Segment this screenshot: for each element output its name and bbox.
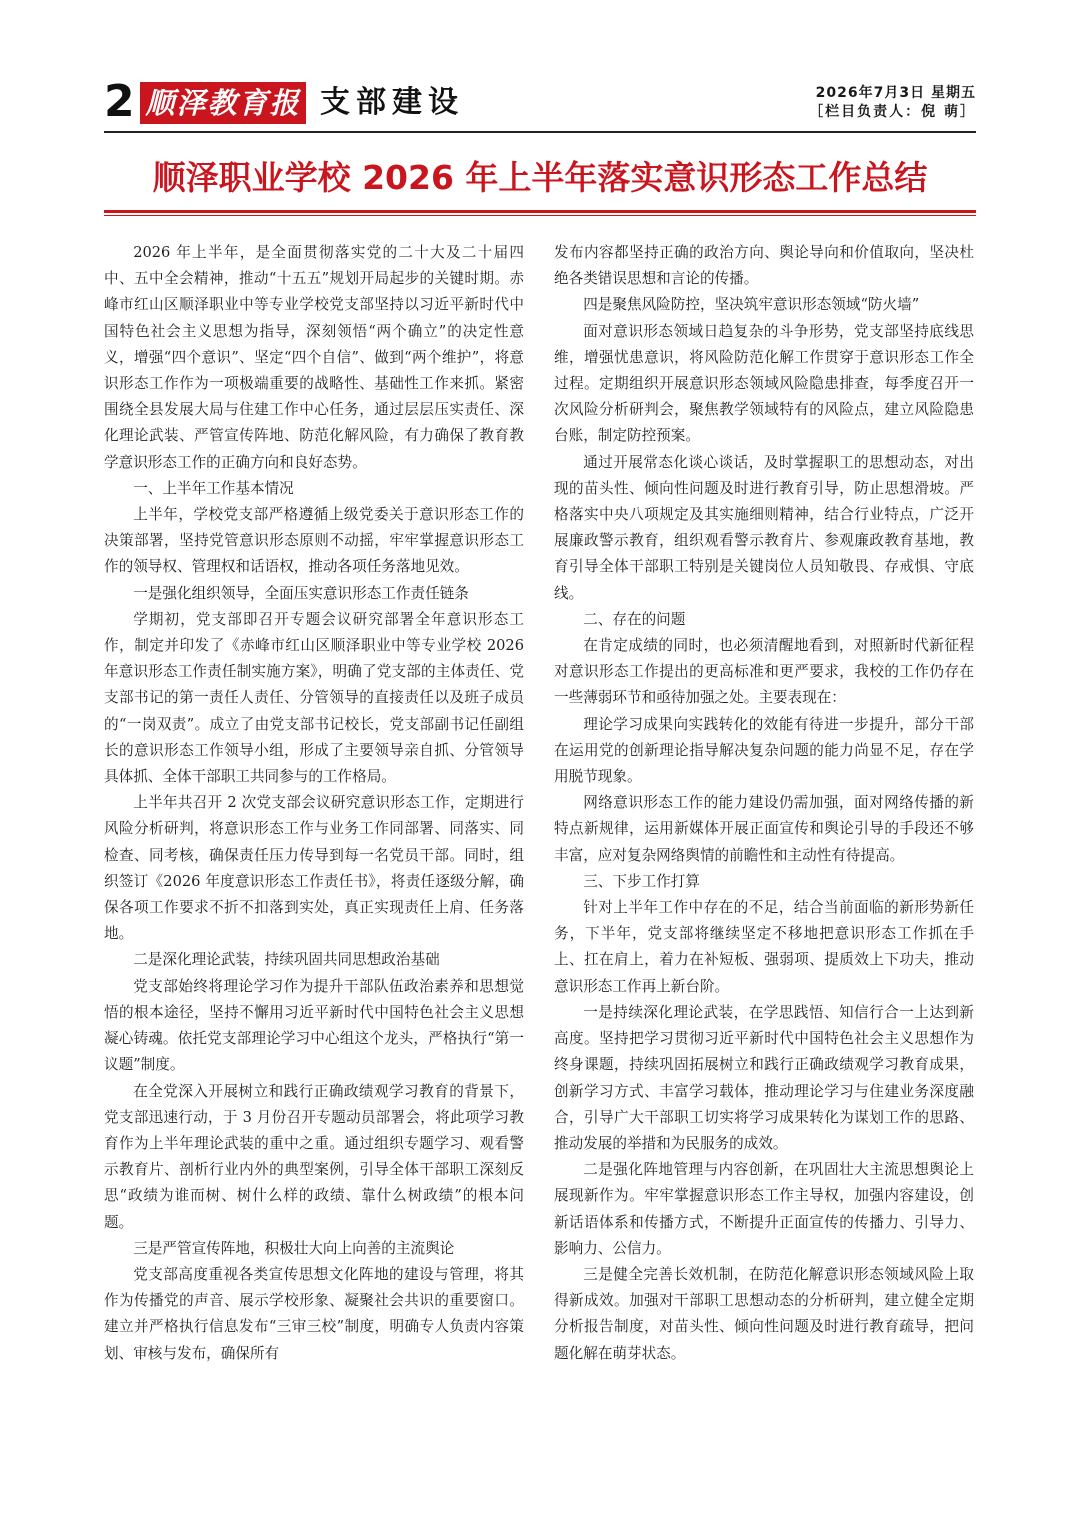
subsection-heading: 二是深化理论武装，持续巩固共同思想政治基础 bbox=[133, 951, 440, 969]
paragraph: 2026 年上半年，是全面贯彻落实党的二十大及二十届四中、五中全会精神，推动“十五五”规划开局起步的关键时期。赤峰市红山区顺泽职业中等专业学校党支部坚持以习近平新时代中国特色社会主义思想为指导，深刻领悟“两个确立”的决定性意义，增强“四个意识”、坚定“四个自信”、做到“两个维护”，将意识形态工作作为一项极端重要的战略性、基础性工作来抓。紧密围绕全县发展大局与住建工作中心任务，通过层层压实责任、深化理论武装、严管宣传阵地、防范化解风险，有力确保了教育教学意识形态工作的正确方向和良好态势。 bbox=[104, 244, 524, 471]
paragraph: 党支部高度重视各类宣传思想文化阵地的建设与管理，将其作为传播党的声音、展示学校形象、凝聚社会共识的重要窗口。建立并严格执行信息发布“三审三校”制度，明确专人负责内容策划、审核与发布，确保所有 bbox=[104, 1265, 524, 1362]
column-editor: ［栏目负责人：倪 萌］ bbox=[809, 104, 976, 120]
paragraph: 一是持续深化理论武装，在学思践悟、知信行合一上达到新高度。坚持把学习贯彻习近平新时代中国特色社会主义思想作为终身课题，持续巩固拓展树立和践行正确政绩观学习教育成果，创新学习方式、丰富学习载体，推动理论学习与住建业务深度融合，引导广大干部职工切实将学习成果转化为谋划工作的思路、推动发展的举措和为民服务的成效。 bbox=[554, 1003, 974, 1152]
paragraph: 学期初，党支部即召开专题会议研究部署全年意识形态工作，制定并印发了《赤峰市红山区顺泽职业中等专业学校 2026 年意识形态工作责任制实施方案》，明确了党支部的主体责任、党支部书记的第一责任人责任、分管领导的直接责任以及班子成员的“一岗双责”。成立了由党支部书记校长，党支部副书记任副组长的意识形态工作领导小组，形成了主要领导亲自抓、分管领导具体抓、全体干部职工共同参与的工作格局。 bbox=[104, 610, 524, 786]
paragraph: 面对意识形态领域日趋复杂的斗争形势，党支部坚持底线思维，增强忧患意识，将风险防范化解工作贯穿于意识形态工作全过程。定期组织开展意识形态领域风险隐患排查，每季度召开一次风险分析研判会，聚焦教学领域特有的风险点，建立风险隐患台账，制定防控预案。 bbox=[554, 322, 974, 445]
section-heading: 三、下步工作打算 bbox=[583, 872, 700, 890]
subsection-heading: 四是聚焦风险防控，坚决筑牢意识形态领域“防火墙” bbox=[583, 296, 920, 314]
paragraph: 理论学习成果向实践转化的效能有待进一步提升，部分干部在运用党的创新理论指导解决复杂问题的能力尚显不足，存在学用脱节现象。 bbox=[554, 715, 974, 786]
subsection-heading: 三是严管宣传阵地，积极壮大向上向善的主流舆论 bbox=[133, 1239, 455, 1257]
page-header bbox=[0, 0, 1080, 140]
headline-rule-thin bbox=[104, 215, 976, 216]
paragraph: 三是健全完善长效机制，在防范化解意识形态领域风险上取得新成效。加强对干部职工思想动态的分析研判，建立健全定期分析报告制度，对苗头性、倾向性问题及时进行教育疏导，把问题化解在萌芽状态。 bbox=[554, 1265, 974, 1362]
subsection-heading: 一是强化组织领导，全面压实意识形态工作责任链条 bbox=[133, 584, 469, 602]
paragraph: 在肯定成绩的同时，也必须清醒地看到，对照新时代新征程对意识形态工作提出的更高标准和更严要求，我校的工作仍存在一些薄弱环节和亟待加强之处。主要表现在： bbox=[554, 637, 974, 707]
article-column-right bbox=[554, 240, 974, 1367]
paragraph: 党支部始终将理论学习作为提升干部队伍政治素养和思想觉悟的根本途径，坚持不懈用习近平新时代中国特色社会主义思想凝心铸魂。依托党支部理论学习中心组这个龙头，严格执行“第一议题”制度。 bbox=[104, 977, 524, 1074]
paragraph: 二是强化阵地管理与内容创新，在巩固壮大主流思想舆论上展现新作为。牢牢掌握意识形态工作主导权，加强内容建设，创新话语体系和传播方式，不断提升正面宣传的传播力、引导力、影响力、公信力。 bbox=[554, 1161, 974, 1257]
issue-date: 2026年7月3日 星期五 bbox=[815, 85, 976, 101]
paragraph: 上半年共召开 2 次党支部会议研究意识形态工作，定期进行风险分析研判，将意识形态工作与业务工作同部署、同落实、同检查、同考核，确保责任压力传导到每一名党员干部。同时，组织签订《2026 年度意识形态工作责任书》，将责任逐级分解，确保各项工作要求不折不扣落到实处，真正实现责任上肩、任务落地。 bbox=[104, 794, 524, 943]
paragraph: 通过开展常态化谈心谈话，及时掌握职工的思想动态，对出现的苗头性、倾向性问题及时进行教育引导，防止思想滑坡。严格落实中央八项规定及其实施细则精神，结合行业特点，广泛开展廉政警示教育，组织观看警示教育片、参观廉政教育基地，教育引导全体干部职工特别是关键岗位人员知敬畏、存戒惧、守底线。 bbox=[554, 453, 974, 602]
paragraph-continued: 发布内容都坚持正确的政治方向、舆论导向和价值取向，坚决杜绝各类错误思想和言论的传播。 bbox=[554, 244, 974, 288]
paragraph: 上半年，学校党支部严格遵循上级党委关于意识形态工作的决策部署，坚持党管意识形态原则不动摇，牢牢掌握意识形态工作的领导权、管理权和话语权，推动各项任务落地见效。 bbox=[104, 506, 524, 576]
article-column-left bbox=[104, 240, 524, 1367]
article-headline: 顺泽职业学校 2026 年上半年落实意识形态工作总结 bbox=[152, 158, 928, 197]
header-divider bbox=[104, 131, 976, 133]
paragraph: 针对上半年工作中存在的不足，结合当前面临的新形势新任务，下半年，党支部将继续坚定不移地把意识形态工作抓在手上、扛在肩上，着力在补短板、强弱项、提质效上下功夫，推动意识形态工作再上新台阶。 bbox=[554, 899, 974, 995]
section-heading: 一、上半年工作基本情况 bbox=[133, 479, 294, 497]
paragraph: 网络意识形态工作的能力建设仍需加强，面对网络传播的新特点新规律，运用新媒体开展正面宣传和舆论引导的手段还不够丰富，应对复杂网络舆情的前瞻性和主动性有待提高。 bbox=[554, 794, 974, 864]
newspaper-masthead: 顺泽教育报 bbox=[140, 82, 306, 124]
section-heading: 二、存在的问题 bbox=[583, 610, 686, 628]
headline-rule-thick bbox=[104, 210, 976, 213]
section-title: 支部建设 bbox=[320, 85, 464, 120]
page-number: 2 bbox=[104, 76, 135, 127]
paragraph: 在全党深入开展树立和践行正确政绩观学习教育的背景下，党支部迅速行动，于 3 月份召开专题动员部署会，将此项学习教育作为上半年理论武装的重中之重。通过组织专题学习、观看警示教育片、剖析行业内外的典型案例，引导全体干部职工深刻反思“政绩为谁而树、树什么样的政绩、靠什么树政绩”的根本问题。 bbox=[104, 1082, 524, 1231]
